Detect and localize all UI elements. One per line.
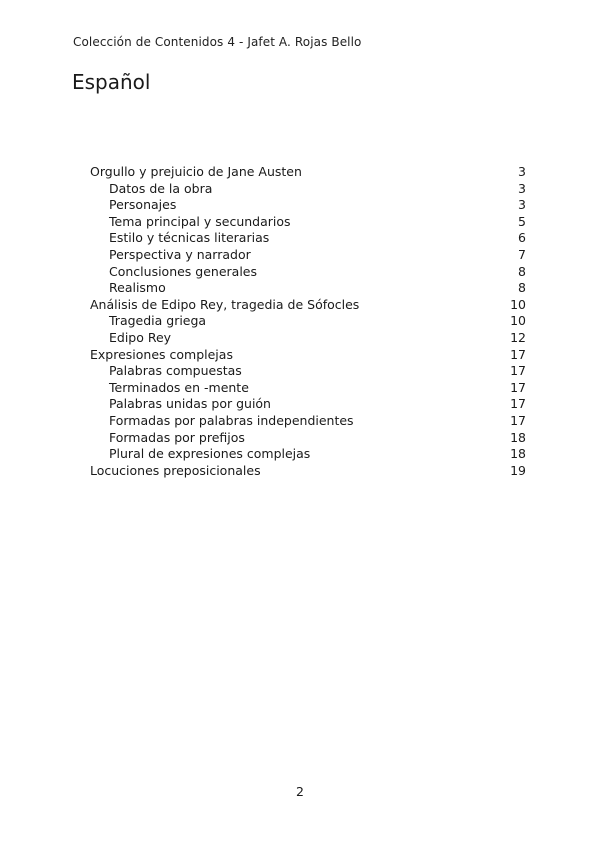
toc-entry[interactable] [90, 380, 526, 397]
page-header: Colección de Contenidos 4 - Jafet A. Rojas Bello [73, 35, 362, 49]
toc-entry-label: Estilo y técnicas literarias [109, 230, 270, 246]
page-number: 2 [296, 784, 304, 799]
toc-entry[interactable] [90, 347, 526, 364]
toc-entry[interactable] [90, 214, 526, 231]
toc-entry[interactable] [90, 413, 526, 430]
toc-entry-page: 3 [518, 180, 526, 196]
toc-entry[interactable] [90, 330, 526, 347]
toc-entry-page: 18 [510, 446, 526, 462]
toc-entry-page: 17 [510, 412, 526, 428]
toc-entry-label: Expresiones complejas [90, 346, 233, 362]
toc-entry-label: Orgullo y prejuicio de Jane Austen [90, 164, 302, 179]
toc-entry[interactable] [90, 280, 526, 297]
toc-entry-page: 3 [518, 164, 526, 179]
toc-entry-page: 17 [510, 396, 526, 412]
toc-entry-page: 3 [518, 197, 526, 213]
toc-entry-label: Tragedia griega [109, 313, 207, 329]
toc-entry-label: Formadas por prefijos [109, 429, 245, 445]
toc-entry[interactable] [90, 446, 526, 463]
toc-entry[interactable] [90, 297, 526, 314]
toc-entry[interactable] [90, 247, 526, 264]
toc-entry-label: Perspectiva y narrador [109, 246, 251, 262]
toc-entry-page: 5 [518, 213, 526, 229]
toc-entry[interactable] [90, 181, 526, 198]
toc-entry-page: 10 [510, 313, 526, 329]
toc-entry-label: Palabras unidas por guión [109, 396, 271, 412]
table-of-contents [90, 164, 526, 479]
toc-entry-label: Formadas por palabras independientes [109, 412, 354, 428]
toc-entry-page: 19 [510, 462, 526, 478]
toc-entry-label: Datos de la obra [109, 180, 213, 196]
toc-entry-label: Terminados en -mente [109, 379, 249, 395]
toc-entry-page: 17 [510, 379, 526, 395]
toc-entry-page: 17 [510, 346, 526, 362]
toc-entry-page: 8 [518, 263, 526, 279]
toc-entry[interactable] [90, 230, 526, 247]
toc-entry[interactable] [90, 463, 526, 480]
toc-entry-page: 18 [510, 429, 526, 445]
toc-entry[interactable] [90, 164, 526, 181]
toc-entry[interactable] [90, 197, 526, 214]
toc-entry-page: 7 [518, 246, 526, 262]
toc-entry-label: Personajes [109, 197, 177, 213]
toc-entry[interactable] [90, 396, 526, 413]
toc-entry-page: 12 [510, 329, 526, 345]
toc-entry-label: Locuciones preposicionales [90, 462, 261, 478]
toc-entry-label: Análisis de Edipo Rey, tragedia de Sófocles [90, 296, 360, 312]
section-title: Español [72, 70, 151, 94]
toc-entry-page: 17 [510, 363, 526, 379]
toc-entry-label: Realismo [109, 280, 166, 296]
toc-entry[interactable] [90, 264, 526, 281]
toc-entry-page: 10 [510, 296, 526, 312]
toc-entry-page: 6 [518, 230, 526, 246]
toc-entry-label: Palabras compuestas [109, 363, 242, 379]
toc-entry[interactable] [90, 363, 526, 380]
toc-entry[interactable] [90, 313, 526, 330]
toc-entry-label: Conclusiones generales [109, 263, 258, 279]
toc-entry-label: Plural de expresiones complejas [109, 446, 311, 462]
toc-entry-page: 8 [518, 280, 526, 296]
toc-entry-label: Edipo Rey [109, 329, 172, 345]
toc-entry-label: Tema principal y secundarios [109, 213, 291, 229]
toc-entry[interactable] [90, 430, 526, 447]
